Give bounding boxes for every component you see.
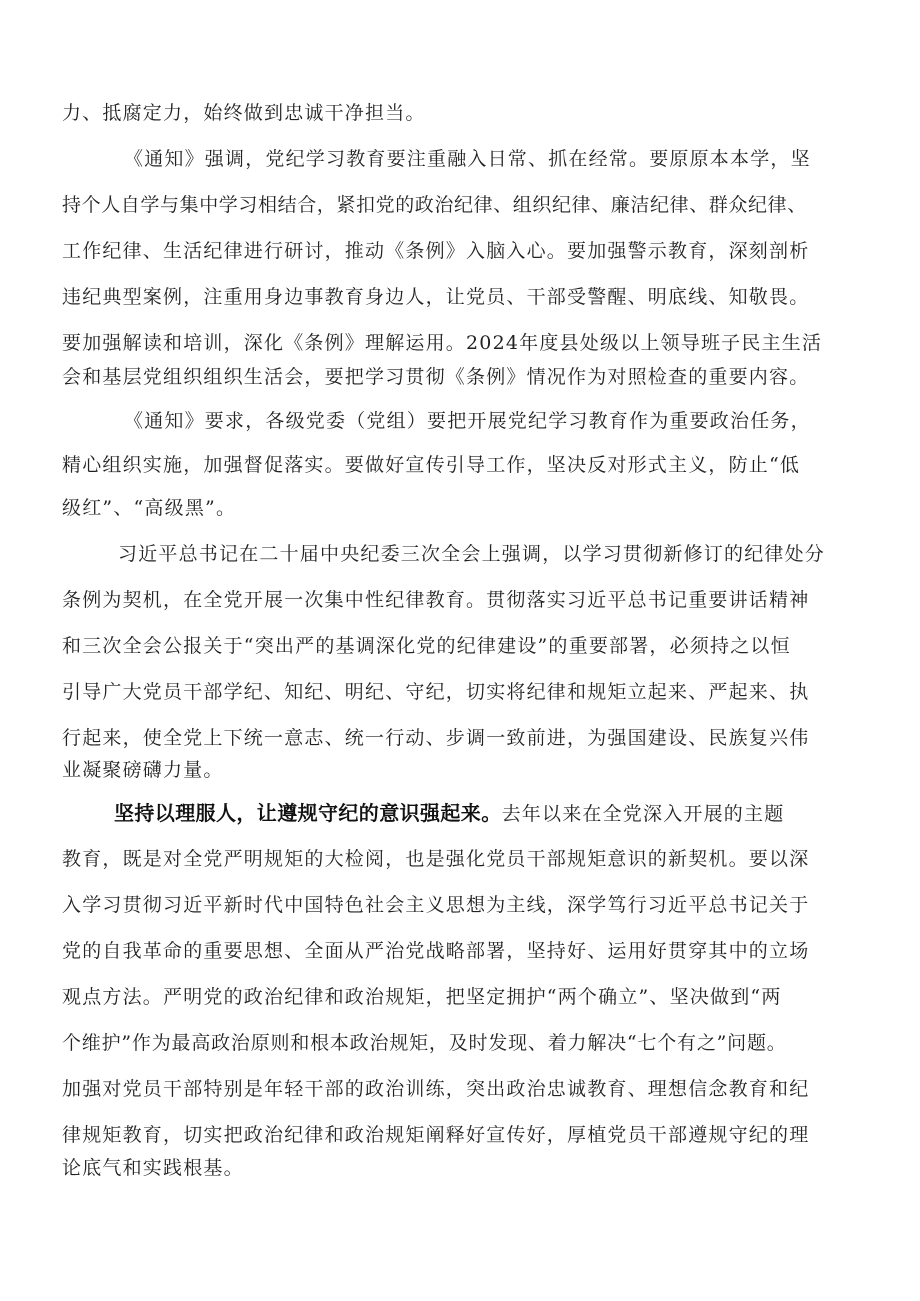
paragraph-line: 习近平总书记在二十届中央纪委三次全会上强调，以学习贯彻新修订的纪律处分: [118, 543, 826, 565]
paragraph-line: 和三次全会公报关于“突出严的基调深化党的纪律建设”的重要部署，必须持之以恒: [62, 635, 791, 657]
paragraph-line: 会和基层党组织组织生活会，要把学习贯彻《条例》情况作为对照检查的重要内容。: [62, 366, 810, 388]
paragraph-line: 律规矩教育，切实把政治纪律和政治规矩阐释好宣传好，厚植党员干部遵规守纪的理: [62, 1124, 810, 1146]
paragraph-line: 入学习贯彻习近平新时代中国特色社会主义思想为主线，深学笃行习近平总书记关于: [62, 894, 810, 916]
paragraph-line: 党的自我革命的重要思想、全面从严治党战略部署，坚持好、运用好贯穿其中的立场: [62, 940, 810, 962]
paragraph-lead-heading: 坚持以理服人，让遵规守纪的意识强起来。: [114, 801, 502, 825]
paragraph-line: 个维护”作为最高政治原则和根本政治规矩，及时发现、着力解决“七个有之”问题。: [62, 1032, 787, 1054]
paragraph-line: 级红”、“高级黑”。: [62, 497, 237, 519]
paragraph-line: 违纪典型案例，注重用身边事教育身边人，让党员、干部受警醒、明底线、知敬畏。: [62, 286, 810, 308]
paragraph-line: 业凝聚磅礴力量。: [62, 759, 224, 781]
paragraph-line: 论底气和实践根基。: [62, 1157, 244, 1179]
paragraph-line: 《通知》要求，各级党委（党组）要把开展党纪学习教育作为重要政治任务，: [124, 410, 811, 432]
paragraph-line: 工作纪律、生活纪律进行研讨，推动《条例》入脑入心。要加强警示教育，深刻剖析: [62, 240, 810, 262]
paragraph-line: 条例为契机，在全党开展一次集中性纪律教育。贯彻落实习近平总书记重要讲话精神: [62, 589, 810, 611]
paragraph-line: 要加强解读和培训，深化《条例》理解运用。2024年度县处级以上领导班子民主生活: [62, 332, 823, 354]
paragraph-line: 观点方法。严明党的政治纪律和政治规矩，把坚定拥护“两个确立”、坚决做到“两: [62, 986, 782, 1008]
paragraph-line: 行起来，使全党上下统一意志、统一行动、步调一致前进，为强国建设、民族复兴伟: [62, 727, 810, 749]
paragraph-line: 《通知》强调，党纪学习教育要注重融入日常、抓在经常。要原原本本学，坚: [124, 148, 811, 170]
paragraph-lead-rest: 去年以来在全党深入开展的主题: [501, 803, 785, 825]
paragraph-line: 加强对党员干部特别是年轻干部的政治训练，突出政治忠诚教育、理想信念教育和纪: [62, 1078, 810, 1100]
paragraph-first-line: [114, 800, 784, 826]
paragraph-line: 力、抵腐定力，始终做到忠诚干净担当。: [62, 102, 426, 124]
paragraph-line: 精心组织实施，加强督促落实。要做好宣传引导工作，坚决反对形式主义，防止“低: [62, 454, 801, 476]
paragraph-line: 持个人自学与集中学习相结合，紧扣党的政治纪律、组织纪律、廉洁纪律、群众纪律、: [62, 194, 807, 216]
paragraph-line: 引导广大党员干部学纪、知纪、明纪、守纪，切实将纪律和规矩立起来、严起来、执: [62, 681, 810, 703]
paragraph-line: 教育，既是对全党严明规矩的大检阅，也是强化党员干部规矩意识的新契机。要以深: [62, 848, 810, 870]
